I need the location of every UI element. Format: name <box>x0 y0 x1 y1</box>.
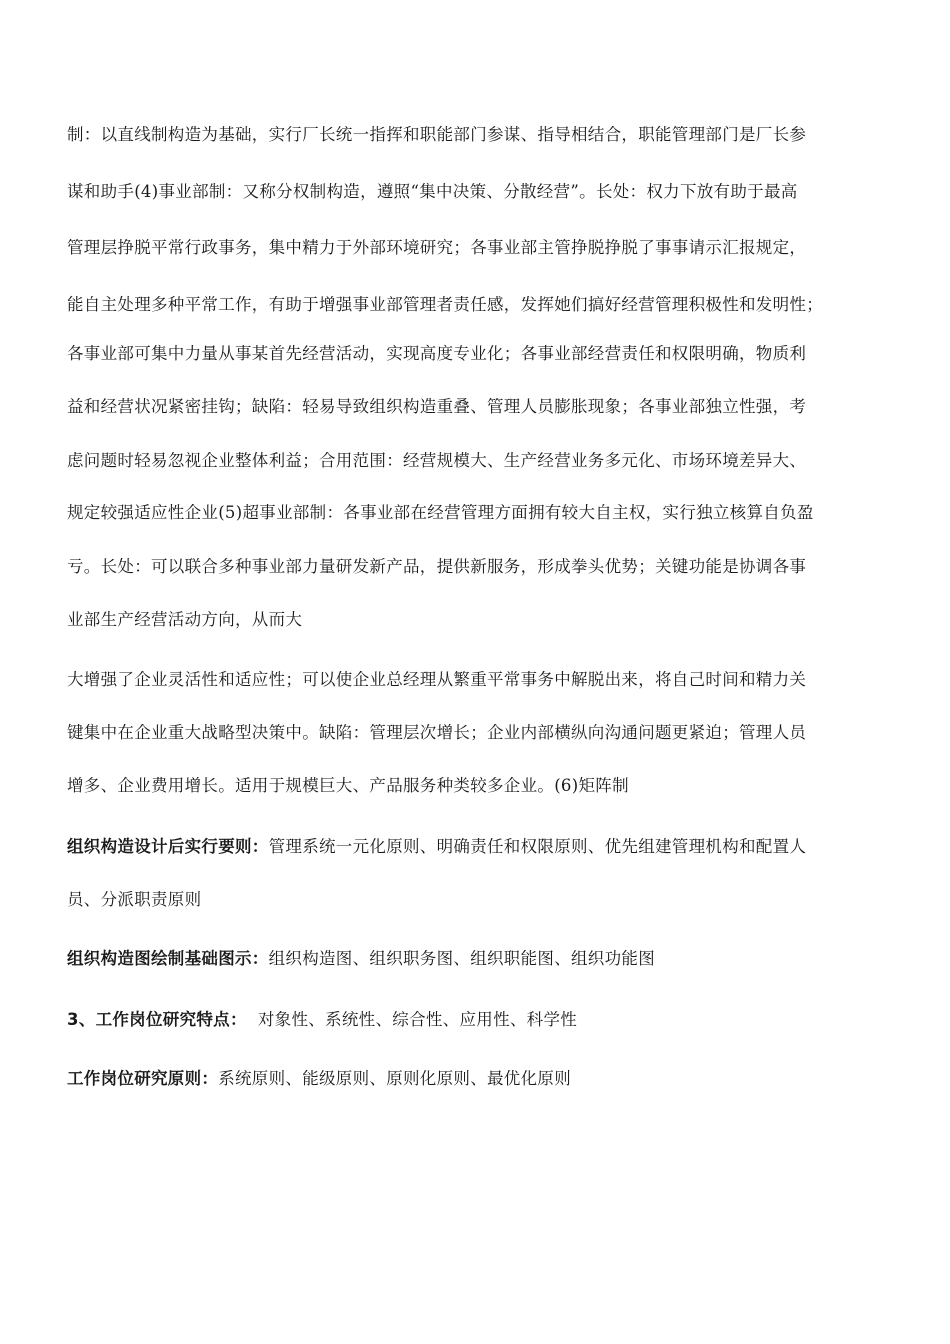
text-line: 规定较强适应性企业(5)超事业部制：各事业部在经营管理方面拥有较大自主权，实行独立核算自负盈 <box>67 503 814 522</box>
job-principles-label: 工作岗位研究原则： <box>67 1069 219 1088</box>
principles-text: 管理系统一元化原则、明确责任和权限原则、优先组建管理机构和配置人 <box>268 837 807 856</box>
chart-types-text: 组织构造图、组织职务图、组织职能图、组织功能图 <box>268 949 656 968</box>
text-line: 制：以直线制构造为基础，实行厂长统一指挥和职能部门参谋、指导相结合，职能管理部门是厂长参 <box>67 125 807 144</box>
text-line: 员、分派职责原则 <box>67 890 202 909</box>
text-line: 能自主处理多种平常工作，有助于增强事业部管理者责任感，发挥她们搞好经营管理积极性和发明性； <box>67 295 823 314</box>
text-line: 谋和助手(4)事业部制：又称分权制构造，遵照“集中决策、分散经营”。长处：权力下放有助于最高 <box>67 182 798 201</box>
text-line: 业部生产经营活动方向，从而大 <box>67 610 303 629</box>
text-line: 各事业部可集中力量从事某首先经营活动，实现高度专业化；各事业部经营责任和权限明确，物质利 <box>67 344 807 363</box>
job-features-label: 3、工作岗位研究特点： <box>67 1010 247 1029</box>
job-principles-text: 系统原则、能级原则、原则化原则、最优化原则 <box>218 1069 572 1088</box>
text-line: 虑问题时轻易忽视企业整体利益；合用范围：经营规模大、生产经营业务多元化、市场环境差异大、 <box>67 451 807 470</box>
text-line: 键集中在企业重大战略型决策中。缺陷：管理层次增长；企业内部横纵向沟通问题更紧迫；管理人员 <box>67 723 807 742</box>
text-line: 增多、企业费用增长。适用于规模巨大、产品服务种类较多企业。(6)矩阵制 <box>67 776 629 795</box>
text-line: 管理层挣脱平常行政事务，集中精力于外部环境研究；各事业部主管挣脱挣脱了事事请示汇报规定， <box>67 238 807 257</box>
principles-label: 组织构造设计后实行要则： <box>67 837 269 856</box>
text-line: 益和经营状况紧密挂钩；缺陷：轻易导致组织构造重叠、管理人员膨胀现象；各事业部独立性强，考 <box>67 397 807 416</box>
text-line <box>67 836 806 858</box>
text-line: 大增强了企业灵活性和适应性；可以使企业总经理从繁重平常事务中解脱出来，将自己时间和精力关 <box>67 670 807 689</box>
job-features-text: 对象性、系统性、综合性、应用性、科学性 <box>246 1010 578 1029</box>
text-line: 亏。长处：可以联合多种事业部力量研发新产品，提供新服务，形成拳头优势；关键功能是协调各事 <box>67 557 807 576</box>
text-line <box>67 1068 571 1090</box>
text-line <box>67 1009 577 1031</box>
text-line <box>67 948 655 970</box>
chart-types-label: 组织构造图绘制基础图示： <box>67 949 269 968</box>
